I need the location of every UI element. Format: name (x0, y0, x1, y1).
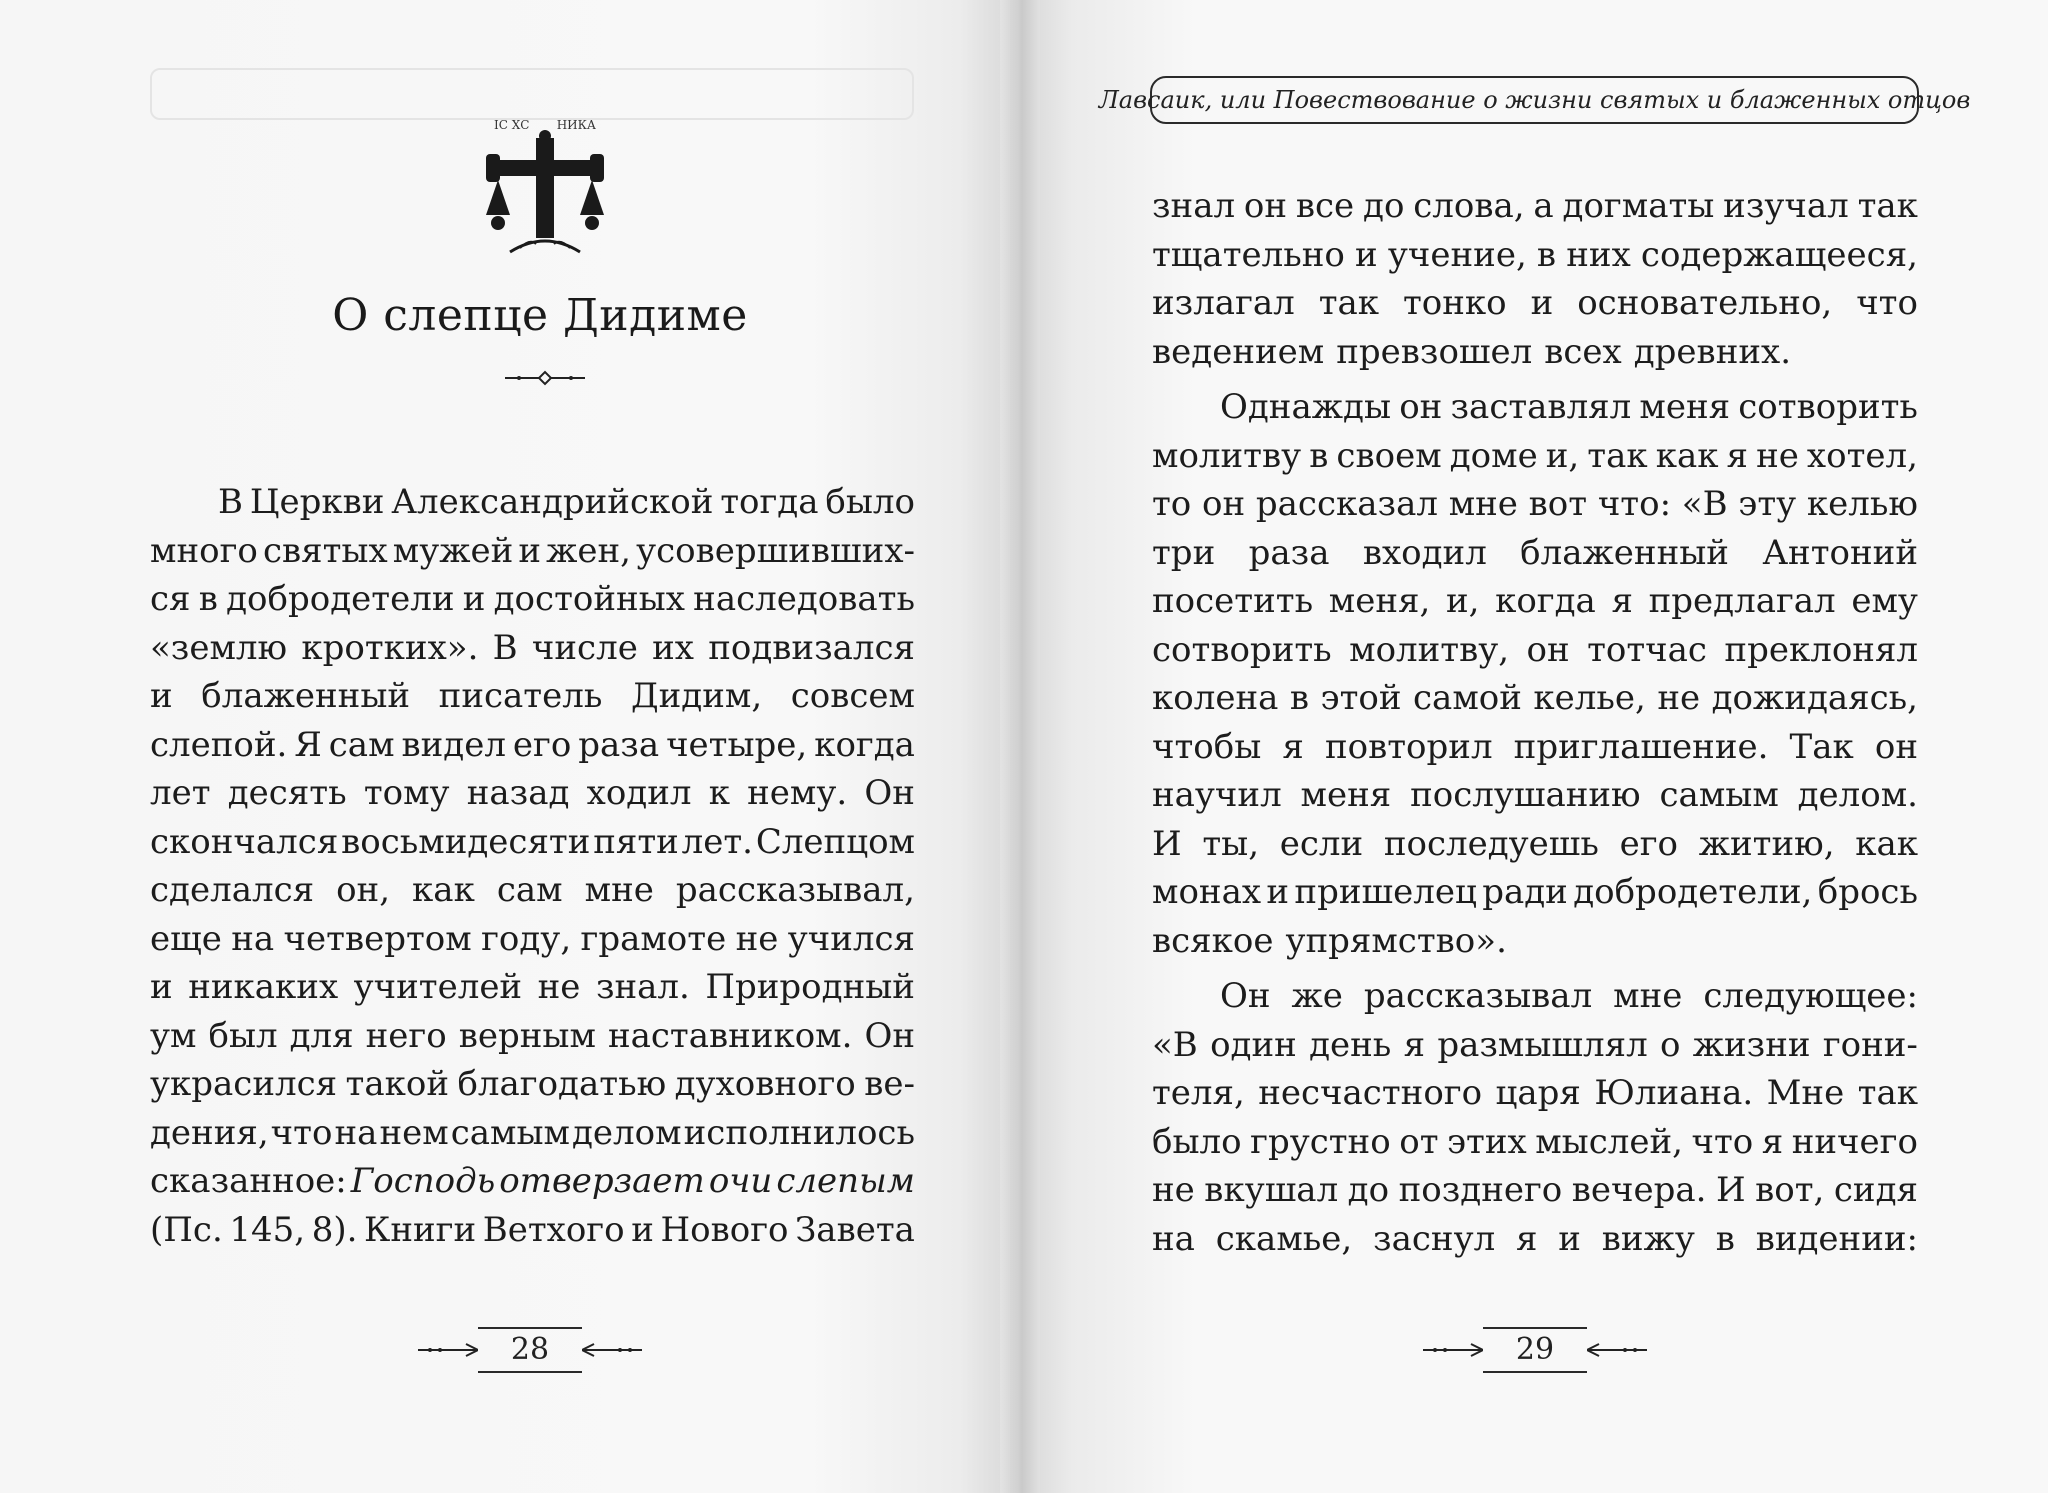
left-body-text (150, 478, 915, 1254)
text-line (1152, 432, 1918, 481)
word: я (1761, 1121, 1784, 1162)
word: до (1347, 1170, 1390, 1210)
word: В (218, 482, 243, 522)
word: подвизался (708, 627, 915, 668)
word: лет. (681, 821, 753, 862)
word: так (1857, 186, 1918, 226)
word: келью (1806, 484, 1918, 524)
word: И (1152, 823, 1182, 864)
word: слепым (776, 1161, 915, 1201)
word: меня, (1328, 581, 1431, 621)
text-line (150, 575, 915, 624)
word: и, (1445, 581, 1480, 621)
word: Книги (364, 1209, 477, 1250)
page-number-left (400, 1325, 660, 1375)
word: четыре, (666, 724, 808, 765)
text-line (1152, 383, 1918, 432)
word: в (1289, 678, 1310, 718)
word: на (231, 918, 275, 959)
word: молитву (1152, 435, 1302, 476)
word: он (1874, 726, 1918, 767)
word: заставлял (1450, 387, 1632, 427)
word: жизни (1692, 1024, 1811, 1065)
word: назад (466, 773, 570, 813)
word: содержащееся, (1640, 234, 1918, 275)
word: делом (572, 1112, 682, 1153)
text-line (1152, 626, 1918, 675)
word: верным (458, 1015, 596, 1056)
word: ему (1851, 581, 1918, 621)
text-line (1152, 529, 1918, 578)
word: этой (1320, 678, 1402, 718)
word: наставником. (607, 1015, 853, 1056)
word: десять (227, 773, 347, 813)
word: жен, (546, 530, 631, 571)
word: житию, (1698, 823, 1835, 864)
text-line (1152, 820, 1918, 869)
word: что: (1597, 484, 1672, 524)
word: древних. (1633, 331, 1792, 372)
word: мне (1448, 484, 1518, 524)
word: мне (584, 870, 654, 910)
word: келье, (1533, 678, 1646, 718)
word: один (1210, 1024, 1297, 1065)
word: грамоте (580, 918, 727, 959)
text-line (150, 1157, 915, 1206)
word: духовного (674, 1064, 856, 1104)
word: в (1536, 234, 1557, 275)
word: нему. (747, 773, 848, 813)
right-body-text (1152, 182, 1918, 1263)
word: благодатью (457, 1064, 667, 1104)
word: всякое (1152, 920, 1274, 961)
word: монах (1152, 872, 1262, 912)
text-line (1152, 1118, 1918, 1167)
cross-ornament (480, 120, 610, 270)
text-line (1152, 1069, 1918, 1118)
word: вижу (1601, 1218, 1695, 1259)
word: что (1856, 283, 1918, 323)
word: самой (1413, 678, 1522, 718)
word: для (289, 1015, 354, 1056)
word: я (1403, 1024, 1426, 1065)
word: хотел, (1806, 435, 1918, 476)
word: учился (787, 918, 915, 959)
text-line (150, 1060, 915, 1109)
word: как (1855, 823, 1918, 864)
word: колена (1152, 678, 1279, 718)
word: и (1355, 234, 1378, 275)
word: очи (708, 1161, 773, 1201)
word: кротких». (301, 627, 479, 668)
word: излагал (1152, 283, 1295, 323)
word: совсем (790, 676, 915, 716)
word: самым (450, 1112, 570, 1153)
word: я (1282, 726, 1304, 767)
word: и (150, 967, 173, 1007)
word: рассказал (1255, 484, 1438, 524)
text-line (150, 1109, 915, 1158)
text-line (1152, 1215, 1918, 1264)
word: пяти (593, 821, 679, 862)
chapter-title: О слепце Дидиме (332, 290, 748, 341)
word: заснул (1373, 1218, 1496, 1259)
word: а (1533, 186, 1554, 226)
word: тотчас (1587, 629, 1707, 670)
word: нем (379, 1112, 449, 1153)
word: так (1857, 1073, 1918, 1113)
word: и (462, 579, 486, 619)
word: достойных (493, 579, 685, 619)
word: как (412, 870, 475, 910)
word: меня (1639, 387, 1731, 427)
word: повторил (1324, 726, 1493, 767)
word: следующее: (1703, 976, 1918, 1016)
text-line (1152, 577, 1918, 626)
word: упрямство». (1285, 920, 1507, 961)
word: и (1266, 872, 1290, 912)
word: святых (262, 530, 388, 571)
folio-ornament-icon (1423, 1343, 1483, 1357)
word: и (1530, 283, 1554, 323)
word: тому (363, 773, 450, 813)
word: он (1202, 484, 1246, 524)
word: мыслей, (1535, 1121, 1683, 1162)
word: на (334, 1112, 378, 1153)
text-line (1152, 1166, 1918, 1215)
cross-caption-right: НИКА (556, 118, 596, 132)
word: преклонял (1724, 629, 1918, 670)
word: чтобы (1152, 726, 1262, 767)
word: ся (150, 579, 191, 619)
word: догматы (1562, 186, 1715, 226)
text-line (1152, 917, 1918, 966)
word: «В (1681, 484, 1728, 524)
word: брось (1817, 872, 1918, 912)
word: я (1516, 1218, 1538, 1259)
word: вот, (1755, 1170, 1825, 1210)
word: украсился (150, 1064, 338, 1104)
word: никаких (188, 967, 339, 1007)
word: делом. (1797, 775, 1918, 815)
word: меня (1300, 775, 1392, 815)
text-line (1152, 972, 1918, 1021)
word: их (652, 627, 694, 668)
text-line (1152, 771, 1918, 820)
word: последуешь (1383, 823, 1599, 864)
word: еще (150, 918, 222, 959)
word: вкушал (1204, 1170, 1339, 1210)
word: так (1587, 435, 1648, 476)
word: отверзает (499, 1161, 705, 1201)
word: он (1526, 629, 1570, 670)
word: сказанное: (150, 1161, 347, 1201)
word: что (270, 1112, 333, 1153)
word: все (1295, 186, 1355, 226)
word: когда (814, 724, 915, 765)
word: не (1756, 435, 1799, 476)
word: тогда (720, 482, 819, 522)
word: много (150, 530, 258, 571)
text-line (150, 721, 915, 770)
word: Завета (795, 1209, 915, 1250)
text-line (1152, 231, 1918, 280)
word: так (1318, 283, 1380, 323)
word: в (1715, 1218, 1735, 1259)
word: и, (1545, 435, 1580, 476)
word: не (537, 967, 581, 1007)
word: писатель (438, 676, 603, 716)
word: сотворить (1152, 629, 1332, 670)
text-line (150, 866, 915, 915)
word: я (1611, 581, 1633, 621)
word: размышлял (1437, 1024, 1648, 1065)
word: сделался (150, 870, 315, 910)
word: превзошел (1336, 331, 1533, 372)
word: он, (336, 870, 391, 910)
word: день (1309, 1024, 1392, 1065)
word: наследовать (693, 579, 915, 619)
word: царя (1495, 1073, 1581, 1113)
word: 145, (229, 1209, 306, 1250)
word: него (365, 1015, 447, 1056)
word: же (1291, 976, 1343, 1016)
word: он (1243, 186, 1288, 226)
word: сидя (1833, 1170, 1918, 1210)
word: Дидим, (630, 676, 763, 716)
word: послушанию (1410, 775, 1641, 815)
word: рассказывал (1363, 976, 1593, 1016)
word: на (1152, 1218, 1195, 1259)
word: раза (578, 724, 660, 765)
word: (Пс. (150, 1209, 223, 1250)
word: Он (864, 773, 915, 813)
word: и (150, 676, 173, 716)
running-title: Лавсаик, или Повествование о жизни святых и блаженных отцов (1150, 76, 1919, 124)
page-number-right (1405, 1325, 1665, 1375)
word: тщательно (1152, 234, 1345, 275)
word: четвертом (283, 918, 472, 959)
word: ничего (1791, 1121, 1918, 1162)
text-line (1152, 674, 1918, 723)
word: несчастного (1258, 1073, 1483, 1113)
word: ведением (1152, 331, 1325, 372)
word: как (1655, 435, 1719, 476)
word: когда (1495, 581, 1596, 621)
word: изучал (1723, 186, 1849, 226)
text-line (150, 915, 915, 964)
text-line (1152, 723, 1918, 772)
word: слепой. (150, 724, 288, 765)
text-line (150, 1206, 915, 1255)
word: слова, (1413, 186, 1525, 226)
word: основательно, (1577, 283, 1833, 323)
word: Природный (705, 967, 915, 1007)
word: тонко (1402, 283, 1507, 323)
word: и (631, 1209, 654, 1250)
word: доме (1449, 435, 1538, 476)
word: самым (1659, 775, 1779, 815)
text-line (150, 527, 915, 576)
title-ornament-icon (505, 370, 585, 386)
word: вечера. (1571, 1170, 1707, 1210)
word: от (1399, 1121, 1439, 1162)
word: не (735, 918, 779, 959)
word: ты, (1202, 823, 1260, 864)
text-line (1152, 182, 1918, 231)
word: В (492, 627, 518, 668)
word: своем (1336, 435, 1442, 476)
word: году, (481, 918, 572, 959)
word: в (198, 579, 218, 619)
word: числе (531, 627, 638, 668)
word: «землю (150, 627, 288, 668)
word: блаженный (201, 676, 411, 716)
word: Мне (1766, 1073, 1845, 1113)
word: блаженный (1520, 532, 1729, 573)
folio-ornament-icon (582, 1343, 642, 1357)
word: них (1566, 234, 1631, 275)
word: восьмидесяти (341, 821, 591, 862)
word: его (1619, 823, 1679, 864)
word: Однажды (1220, 387, 1392, 427)
word: лет (150, 773, 211, 813)
book-gutter (1000, 0, 1040, 1493)
word: предлагал (1648, 581, 1836, 621)
word: до (1363, 186, 1405, 226)
word: Он (864, 1015, 915, 1056)
word: три (1152, 532, 1216, 573)
word: и (1558, 1218, 1581, 1259)
word: был (208, 1015, 278, 1056)
text-line (1152, 480, 1918, 529)
word: мне (1613, 976, 1683, 1016)
word: Слепцом (755, 821, 915, 862)
word: сотворить (1738, 387, 1918, 427)
word: его (512, 724, 572, 765)
bleed-through-header (150, 68, 914, 120)
word: он (1399, 387, 1443, 427)
word: гони- (1822, 1024, 1918, 1065)
cross-icon (480, 120, 610, 270)
text-line (1152, 1021, 1918, 1070)
word: учителей (353, 967, 523, 1007)
word: если (1279, 823, 1364, 864)
word: не (1152, 1170, 1195, 1210)
word: Александрийской (391, 482, 714, 522)
word: в (1309, 435, 1329, 476)
word: добродетели, (1573, 872, 1813, 912)
word: дожидаясь, (1711, 678, 1918, 718)
word: приглашение. (1513, 726, 1769, 767)
text-line (150, 624, 915, 673)
word: рассказывал, (675, 870, 915, 910)
word: то (1152, 484, 1192, 524)
word: скончался (150, 821, 339, 862)
word: Церкви (249, 482, 385, 522)
word: и (518, 530, 542, 571)
word: о (1659, 1024, 1681, 1065)
word: входил (1362, 532, 1487, 573)
word: было (1152, 1121, 1242, 1162)
word: дения, (150, 1112, 269, 1153)
word: добродетели (226, 579, 455, 619)
word: ходил (586, 773, 692, 813)
word: ум (150, 1015, 197, 1056)
word: не (1657, 678, 1701, 718)
word: учение, (1387, 234, 1527, 275)
word: усовершивших- (636, 530, 915, 571)
word: этих (1447, 1121, 1527, 1162)
text-line (1152, 279, 1918, 328)
word: позднего (1398, 1170, 1563, 1210)
word: 8). (311, 1209, 358, 1250)
word: видел (401, 724, 506, 765)
word: эту (1738, 484, 1797, 524)
word: знал (1152, 186, 1236, 226)
page-number: 28 (478, 1327, 582, 1373)
cross-caption-left: ІС ХС (494, 118, 530, 132)
word: мужей (392, 530, 514, 571)
word: Господь (350, 1161, 496, 1201)
word: «В (1152, 1024, 1198, 1065)
word: грустно (1250, 1121, 1391, 1162)
word: что (1691, 1121, 1754, 1162)
word: такой (345, 1064, 449, 1104)
word: Нового (660, 1209, 789, 1250)
word: раза (1248, 532, 1330, 573)
word: Так (1789, 726, 1854, 767)
word: я (1726, 435, 1748, 476)
word: Юлиана. (1594, 1073, 1754, 1113)
word: молитву, (1349, 629, 1510, 670)
word: вот (1528, 484, 1588, 524)
text-line (1152, 868, 1918, 917)
folio-ornament-icon (1587, 1343, 1647, 1357)
word: видении: (1755, 1218, 1918, 1259)
word: посетить (1152, 581, 1314, 621)
word: Антоний (1762, 532, 1918, 573)
word: всех (1544, 331, 1622, 372)
text-line (150, 963, 915, 1012)
word: было (825, 482, 915, 522)
word: И (1715, 1170, 1746, 1210)
word: сам (496, 870, 563, 910)
word: исполнилось (683, 1112, 915, 1153)
word: сам (328, 724, 395, 765)
word: ради (1482, 872, 1568, 912)
text-line (150, 818, 915, 867)
word: теля, (1152, 1073, 1245, 1113)
word: знал. (595, 967, 690, 1007)
word: Он (1220, 976, 1271, 1016)
word: Я (294, 724, 322, 765)
word: научил (1152, 775, 1282, 815)
word: ве- (864, 1064, 915, 1104)
word: пришелец (1294, 872, 1477, 912)
text-line (150, 478, 915, 527)
text-line (1152, 328, 1918, 377)
word: Ветхого (482, 1209, 625, 1250)
text-line (150, 1012, 915, 1061)
word: к (708, 773, 730, 813)
page-number: 29 (1483, 1327, 1587, 1373)
text-line (150, 769, 915, 818)
word: скамье, (1215, 1218, 1353, 1259)
text-line (150, 672, 915, 721)
folio-ornament-icon (418, 1343, 478, 1357)
